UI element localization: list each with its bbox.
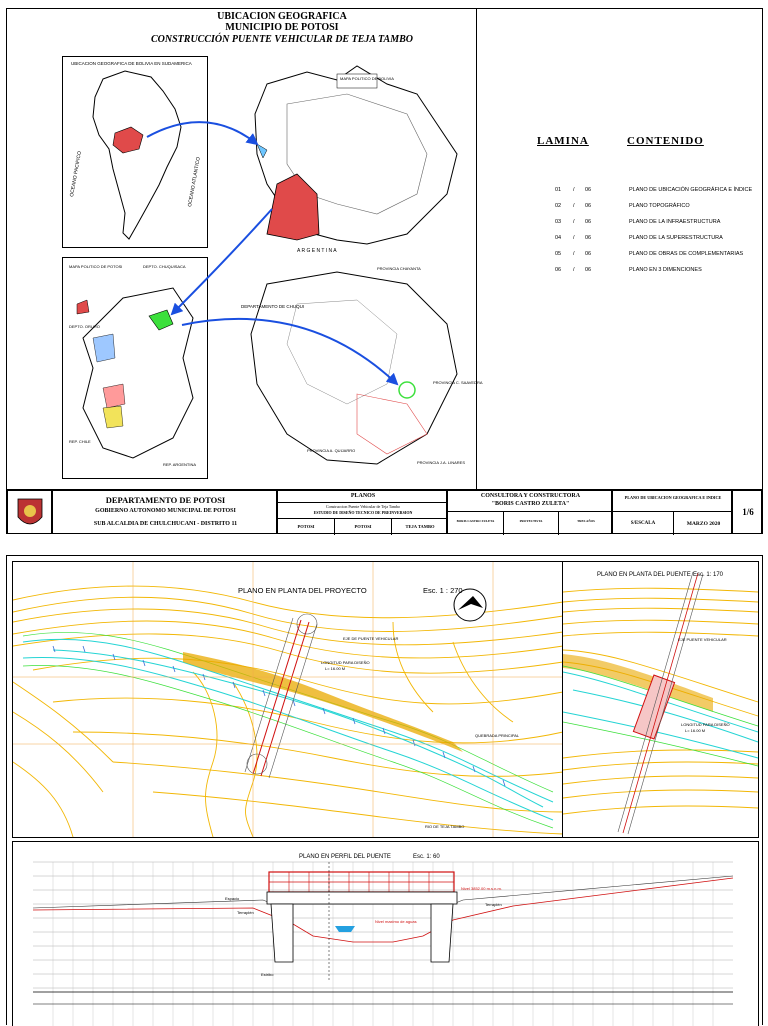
plan-label-long-val: L= 16.00 M [325, 666, 346, 671]
tb-teja-tambo: TEJA TAMBO [405, 524, 435, 529]
plan-scale: Esc. 1 : 270 [423, 586, 463, 595]
plan-title: PLANO EN PLANTA DEL PROYECTO [238, 586, 367, 595]
prov-chayanta: PROVINCIA CHAYANTA [377, 266, 421, 271]
title-block-consultora [447, 490, 612, 534]
plan-project-drawing [13, 562, 563, 837]
tb-gobierno: GOBIERNO AUTONOMO MUNICIPAL DE POTOSI [95, 508, 236, 514]
bridge-plan-drawing [563, 562, 758, 837]
depto-chuquisaca: DEPTO. CHUQUISACA [143, 264, 186, 269]
tb-sub-c: TRES AÑOS [577, 519, 595, 523]
tb-depto: DEPARTAMENTO DE POTOSI [105, 495, 226, 505]
title-municipio: MUNICIPIO DE POTOSI [225, 22, 339, 33]
map-municipio [237, 264, 483, 474]
seal-icon [10, 493, 50, 533]
tb-fecha: MARZO 2020 [686, 521, 721, 527]
profile-estribo: Estribo [261, 972, 274, 977]
bridge-plan-scale: Esc. 1: 170 [693, 572, 724, 578]
profile-title: PLANO EN PERFIL DEL PUENTE [299, 854, 391, 860]
title-block-plano [612, 490, 732, 534]
panel-bridge-plan [562, 561, 759, 838]
plan-label-long: LONGITUD PARA DISEÑO [321, 660, 370, 665]
tb-planos: PLANOS [350, 493, 376, 499]
plan-label-rio: RIO DE TEJA TAMBO [425, 824, 465, 829]
map-south-america [62, 56, 208, 248]
tb-plano-ubic: PLANO DE UBICACION GEOGRAFICA E INDICE [624, 495, 722, 500]
tb-sub-b: PROYECTISTA [519, 519, 543, 523]
tb-planos-sub1: Construccion Puente Vehicular de Teja Tambo [326, 504, 400, 509]
tb-potosi-2: POTOSI [354, 524, 372, 529]
profile-terraplen-right: Terraplén [485, 902, 502, 907]
bridge-long: LONGITUD PARA DISEÑO [681, 722, 730, 727]
title-block-client [52, 490, 277, 534]
plan-label-quebrada: QUEBRADA PRINCIPAL [475, 733, 520, 738]
lamina-header: LAMINA [537, 135, 589, 147]
tb-sheet: 1/6 [742, 507, 754, 517]
ocean-atlantic-label: OCEANO ATLANTICO [187, 156, 202, 208]
contenido-header: CONTENIDO [627, 135, 704, 147]
title-block-logo-cell [7, 490, 52, 534]
profile-nivel: Nivel 3852.00 m.s.n.m. [461, 886, 502, 891]
title-block-sheet-number [732, 490, 762, 534]
map-bolivia-label: MAPA POLITICO DE BOLIVIA [340, 76, 394, 81]
map-bolivia [227, 54, 477, 254]
profile-scale: Esc. 1: 60 [413, 854, 440, 860]
argentina-label: A R G E N T I N A [297, 248, 337, 254]
map-potosi [62, 257, 208, 479]
prov-saavedra: PROVINCIA C. SAAVEDRA [433, 380, 483, 385]
panel-plan-project [12, 561, 564, 838]
depto-label: DEPARTAMENTO DE CHUQUI [241, 304, 305, 309]
rep-argentina: REP. ARGENTINA [163, 462, 197, 467]
map-sa-title: UBICACION GEOGRAFICA DE BOLIVIA EN SUDAMERICA [71, 61, 192, 66]
bridge-plan-title: PLANO EN PLANTA DEL PUENTE [597, 572, 691, 578]
plan-label-eje: EJE DE PUENTE VEHICULAR [343, 636, 399, 641]
tb-boris: "BORIS CASTRO ZULETA" [491, 501, 570, 507]
sheet-location-index: UBICACION GEOGRAFICA MUNICIPIO DE POTOSI CONSTRUCCIÓN PUENTE VEHICULAR DE TEJA TAMBO UBICACION GEOGRAFICA DE BOLIVIA EN SUDAMERICA OCEANO PACIFICO OCEANO ATLANTICO MAPA POLITICO DE BOLIVIA A R G E N T I N A MAPA POLITICO DE POTOSI DEPTO. CHUQUISACA DEPTO. ORURO REP. CHILE REP. ARGENTINA DEPARTAMENTO DE CHUQUI PROVINCIA CHAYANTA PROVINCIA C. SAAVEDRA PROVINCIA A. QUIJARRO PROVINCIA J.A. LINARES LAMINA CONTENIDO 01 / 06 PLANO DE UBICACIÓN GEOGRÁFICA E ÍNDICE 02 / 06 PLANO TOPOGRÁFICO 03 / 06 PLANO DE LA INFRAESTRUCTURA 04 / 06 PLANO DE LA SUPERESTRUCTURA 05 / 06 PLANO DE OBRAS DE COMPLEMENTARIAS 06 / 06 PLANO EN 3 DIMENCIONES DEPARTAMENTO DE POTOSI GOBIERNO AUTONOMO MUNICIPAL DE POTOSI SUB ALCALDIA DE CHULCHUCANI - DISTRITO 11 PLANOS Construccion Puente Vehicular de Teja Tambo ESTUDIO DE DISEÑO TECNICO DE PREINVERSION POTOSI POTOSI TEJA TAMBO CONSULTORA Y CONSTRUCTORA "BORIS CASTRO ZULETA" BORIS CASTRO ZULETA PROYECTISTA TRES AÑOS PLANO DE UBICACION GEOGRAFICA E INDICE S/ESCALA MARZO 2020 1/6 [6, 8, 763, 534]
title-top: UBICACION GEOGRAFICA [217, 11, 347, 22]
bridge-eje: EJE PUENTE VEHICULAR [678, 637, 727, 642]
depto-oruro: DEPTO. ORURO [69, 324, 100, 329]
sheet-topographic [6, 555, 763, 1025]
tb-escala: S/ESCALA [630, 521, 656, 526]
title-block-planos [277, 490, 447, 534]
profile-terraplen-left: Terraplén [237, 910, 254, 915]
profile-nivel-agua: Nivel maximo de aguas [375, 919, 417, 924]
panel-bridge-profile [12, 841, 759, 1026]
title-project: CONSTRUCCIÓN PUENTE VEHICULAR DE TEJA TAMBO [151, 34, 413, 45]
map-potosi-label: MAPA POLITICO DE POTOSI [69, 264, 123, 269]
tb-alcaldia: SUB ALCALDIA DE CHULCHUCANI - DISTRITO 11 [93, 521, 238, 527]
tb-sub-a: BORIS CASTRO ZULETA [456, 519, 495, 523]
prov-linares: PROVINCIA J.A. LINARES [417, 460, 466, 465]
tb-planos-sub2: ESTUDIO DE DISEÑO TECNICO DE PREINVERSION [313, 510, 413, 515]
tb-consultora: CONSULTORA Y CONSTRUCTORA [480, 493, 581, 499]
tb-potosi-1: POTOSI [297, 524, 315, 529]
title-block [7, 489, 762, 534]
profile-espacio: Espacio [225, 896, 240, 901]
ocean-pacific-label: OCEANO PACIFICO [69, 150, 84, 198]
rep-chile: REP. CHILE [69, 439, 91, 444]
prov-quijarro: PROVINCIA A. QUIJARRO [307, 448, 356, 453]
bridge-profile-drawing [13, 842, 758, 1026]
south-america-outline [63, 57, 207, 247]
bridge-long-val: L= 16.00 M [685, 728, 706, 733]
